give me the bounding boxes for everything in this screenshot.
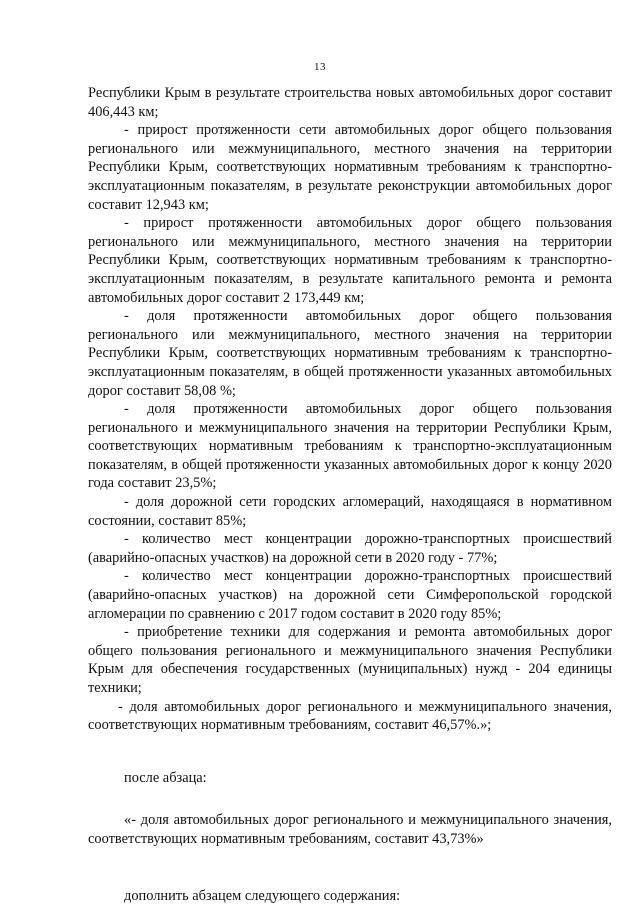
paragraph-item-reconstruction: - прирост протяженности сети автомобильных дорог общего пользования регионального или межмуниципального, местного значения на территории Республики Крым, соответствующих нормативным требованиям к транспортно-эксплуатационным показателям, в результате реконструкции автомобильных дорог составит 12,943 км; — [88, 122, 612, 213]
paragraph-supplement-instruction: дополнить абзацем следующего содержания: — [124, 887, 401, 904]
paragraph-item-accident-sites-simferopol: - количество мест концентрации дорожно-транспортных происшествий (аварийно-опасных участков) на дорожной сети Симферопольской городской агломерации по сравнению с 2017 годом составит в 2020 году 85%; — [88, 568, 612, 622]
paragraph-item-share-final: - доля автомобильных дорог регионального и межмуниципального значения, соответствующих нормативным требованиям, составит 46,57%.»; — [88, 698, 612, 734]
page-number: 13 — [314, 61, 326, 73]
paragraph-continuation: Республики Крым в результате строительства новых автомобильных дорог составит 406,443 км; — [88, 85, 612, 120]
paragraph-quoted-item: «- доля автомобильных дорог регионального и межмуниципального значения, соответствующих нормативным требованиям, составит 43,73%» — [88, 812, 612, 847]
paragraph-item-agglomeration: - доля дорожной сети городских агломераций, находящаяся в нормативном состоянии, составит 85%; — [88, 494, 612, 529]
paragraph-item-share-regional: - доля протяженности автомобильных дорог общего пользования регионального и межмуниципального значения на территории Республики Крым, соответствующих нормативным требованиям к транспортно-эксплуатационным показателям, в общей протяженности указанных автомобильных дорог к концу 2020 года составит 23,5%; — [88, 401, 612, 492]
document-body — [88, 84, 612, 905]
paragraph-item-equipment: - приобретение техники для содержания и ремонта автомобильных дорог общего пользования регионального и межмуниципального значения Республики Крым для обеспечения государственных (муниципальных) нужд - 204 единицы техники; — [88, 624, 612, 696]
paragraph-item-share-local: - доля протяженности автомобильных дорог общего пользования регионального или межмуниципального, местного значения на территории Республики Крым, соответствующих нормативным требованиям к транспортно-эксплуатационным показателям, в общей протяженности указанных автомобильных дорог составит 58,08 %; — [88, 308, 612, 399]
paragraph-item-repair: - прирост протяженности автомобильных дорог общего пользования регионального или межмуниципального, местного значения на территории Республики Крым, соответствующих нормативным требованиям к транспортно-эксплуатационным показателям, в результате капитального ремонта и ремонта автомобильных дорог составит 2 173,449 км; — [88, 215, 612, 306]
paragraph-item-accident-sites: - количество мест концентрации дорожно-транспортных происшествий (аварийно-опасных участков) на дорожной сети в 2020 году - 77%; — [88, 531, 612, 566]
paragraph-after-heading: после абзаца: — [124, 769, 207, 786]
